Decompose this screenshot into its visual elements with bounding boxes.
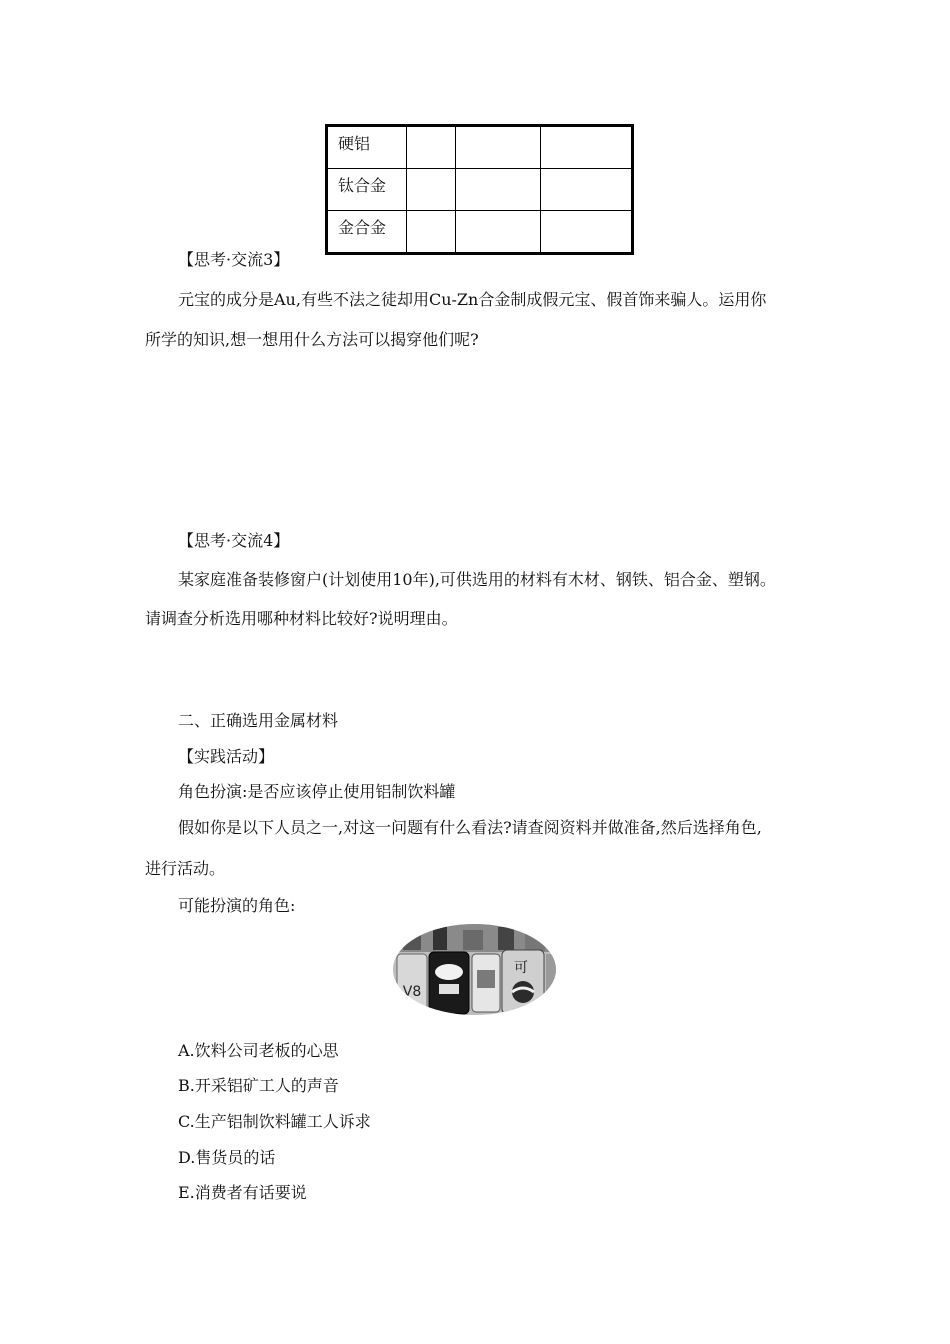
table-cell [541, 169, 633, 211]
table-cell-alloy: 硬铝 [327, 126, 407, 169]
table-row [327, 169, 633, 211]
role-option-e: E.消费者有话要说 [178, 1183, 307, 1202]
part2-title: 二、正确选用金属材料 [178, 711, 339, 730]
drink-cans-illustration [393, 924, 556, 1015]
role-option-a: A.饮料公司老板的心思 [178, 1041, 339, 1060]
role-option-d: D.售货员的话 [178, 1148, 276, 1167]
table-cell [407, 169, 456, 211]
table-cell [456, 169, 541, 211]
table-cell [407, 126, 456, 169]
section4-heading: 【思考·交流4】 [178, 531, 290, 550]
table-cell [407, 211, 456, 254]
table-cell [456, 126, 541, 169]
alloy-table [325, 124, 634, 255]
table-cell-alloy: 钛合金 [327, 169, 407, 211]
part2-paragraph-line1: 假如你是以下人员之一,对这一问题有什么看法?请查阅资料并做准备,然后选择角色, [178, 818, 762, 837]
roles-label: 可能扮演的角色: [178, 896, 296, 915]
role-option-b: B.开采铝矿工人的声音 [178, 1076, 339, 1095]
table-cell [541, 126, 633, 169]
section3-text-line2: 所学的知识,想一想用什么方法可以揭穿他们呢? [145, 330, 479, 349]
section3-heading: 【思考·交流3】 [178, 250, 290, 269]
role-option-c: C.生产铝制饮料罐工人诉求 [178, 1112, 371, 1131]
section4-text-line1: 某家庭准备装修窗户(计划使用10年),可供选用的材料有木材、钢铁、铝合金、塑钢。 [178, 570, 776, 589]
drink-cans-photo [393, 924, 556, 1015]
roleplay-topic: 角色扮演:是否应该停止使用铝制饮料罐 [178, 782, 456, 801]
part2-paragraph-line2: 进行活动。 [145, 859, 226, 878]
can-label: V8 [402, 984, 422, 1000]
can-label: 可 [514, 960, 528, 976]
table-cell [456, 211, 541, 254]
table-cell [541, 211, 633, 254]
table-cell-alloy: 金合金 [327, 211, 407, 254]
table-row [327, 211, 633, 254]
section3-text-line1: 元宝的成分是Au,有些不法之徒却用Cu-Zn合金制成假元宝、假首饰来骗人。运用你 [178, 290, 767, 309]
section4-text-line2: 请调查分析选用哪种材料比较好?说明理由。 [145, 609, 458, 628]
table-row [327, 126, 633, 169]
activity-heading: 【实践活动】 [178, 747, 275, 766]
